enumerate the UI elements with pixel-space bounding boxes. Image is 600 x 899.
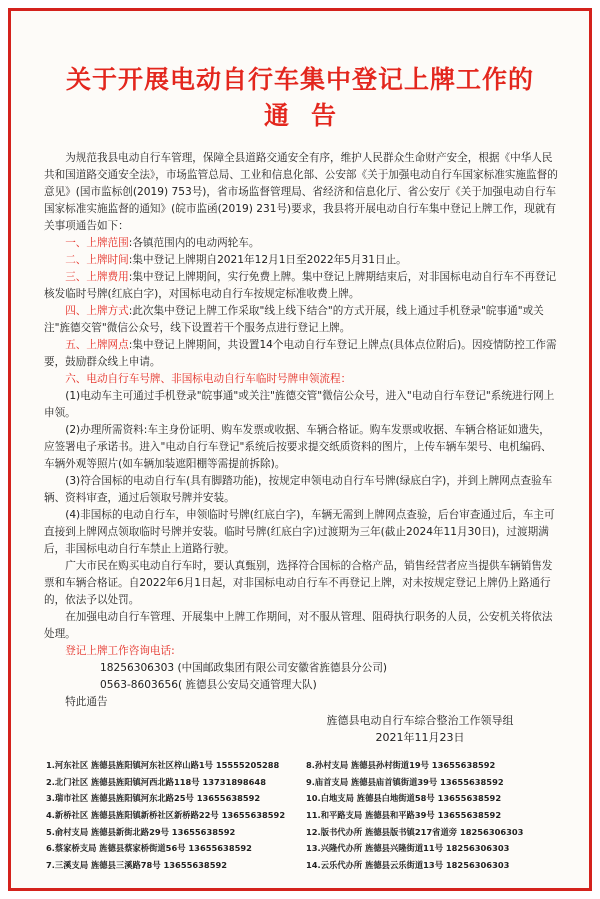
enforcement-paragraph: 在加强电动自行车管理、开展集中上牌工作期间，对不服从管理、阻碍执行职务的人员，公安机关将依法处理。 (44, 611, 553, 640)
contact-phone-1: 18256306303 (中国邮政集团有限公司安徽省旌德县分公司) (100, 662, 388, 674)
office-row (46, 774, 566, 791)
office-entry: 4.新桥社区 旌德县旌阳镇新桥社区新桥路22号 13655638592 (46, 810, 286, 821)
office-entry: 3.瑞市社区 旌德县旌阳镇河东北路25号 13655638592 (46, 793, 261, 804)
item-fee (44, 269, 558, 303)
office-entry: 10.白地支局 旌德县白地街道58号 13655638592 (306, 793, 502, 804)
notice-title-line1: 关于开展电动自行车集中登记上牌工作的 (65, 65, 534, 94)
notice-title-line2: 通告 (263, 101, 358, 130)
step-4: (4)非国标的电动自行车，申领临时号牌(红底白字)，车辆无需到上牌网点查验，后台审查通过后，车主可直接到上牌网点领取临时号牌并安装。临时号牌(红底白字)过渡期为三年(截止2024年11月30日)，过渡期满后，非国标电动自行车禁止上道路行驶。 (44, 509, 555, 555)
office-entry: 2.北门社区 旌德县旌阳镇河西北路118号 13731898648 (46, 776, 266, 787)
contact-title: 登记上牌工作咨询电话: (65, 645, 175, 657)
office-entry: 1.河东社区 旌德县旌阳镇河东社区梓山路1号 15555205288 (46, 760, 280, 770)
office-entry: 9.庙首支局 旌德县庙首镇街道39号 13655638592 (306, 776, 504, 787)
office-entry: 7.三溪支局 旌德县三溪路78号 13655638592 (46, 860, 228, 871)
item-method (44, 303, 558, 337)
office-entry: 6.蔡家桥支局 旌德县蔡家桥街道56号 13655638592 (46, 843, 252, 854)
item-label: 五、上牌网点 (65, 339, 129, 351)
item-text: :集中登记上牌期自2021年12月1日至2022年5月31日止。 (128, 254, 407, 266)
item-text: :集中登记上牌期间，共设置14个电动自行车登记上牌点(具体点位附后)。因疫情防控工作需要，鼓励群众线上申请。 (44, 339, 557, 368)
item-label: 四、上牌方式 (65, 305, 129, 317)
office-entry: 13.兴隆代办所 旌德县兴隆街道11号 18256306303 (306, 843, 510, 854)
step-1: (1)电动车主可通过手机登录"皖事通"或关注"旌德交管"微信公众号，进入"电动自行车登记"系统进行网上申领。 (44, 390, 555, 419)
office-entry: 14.云乐代办所 旌德县云乐街道13号 18256306303 (306, 860, 510, 871)
office-entry: 11.和平路支局 旌德县和平路39号 13655638592 (306, 810, 502, 821)
section6-title: 六、电动自行车号牌、非国标电动自行车临时号牌申领流程： (65, 373, 352, 385)
office-row (46, 807, 566, 824)
office-row (46, 757, 566, 774)
intro-paragraph: 为规范我县电动自行车管理，保障全县道路交通安全有序，维护人民群众生命财产安全，根据《中华人民共和国道路交通安全法》，市场监管总局、工业和信息化部、公安部《关于加强电动自行车国家标准实施监督的意见》(国市监标创(2019) 753号)，省市场监督管理局、省经济和信息化厅、省公安厅《关于加强电动自行车国家标准实施监督的通知》(皖市监函(2019) 231号)要求，我县将开展电动自行车集中登记上牌工作，现就有关事项通告如下： (44, 152, 558, 232)
item-text: :此次集中登记上牌工作采取"线上线下结合"的方式开展，线上通过手机登录"皖事通"或关注"旌德交管"微信公众号，线下设置若干个服务点进行登记上牌。 (44, 305, 544, 334)
item-locations (44, 337, 558, 371)
office-row (46, 857, 566, 874)
office-list (46, 757, 566, 874)
item-text: :各镇范围内的电动两轮车。 (128, 237, 260, 249)
office-row (46, 824, 566, 841)
office-entry: 8.孙村支局 旌德县孙村街道19号 13655638592 (306, 760, 496, 770)
step-3: (3)符合国标的电动自行车(具有脚踏功能)，按规定申领电动自行车号牌(绿底白字)，并到上牌网点查验车辆、资料审查，通过后领取号牌并安装。 (44, 475, 553, 504)
item-time (44, 252, 558, 269)
contact-phone-2: 0563-8603656( 旌德县公安局交通管理大队) (100, 679, 317, 691)
notice-body (44, 150, 558, 711)
signature-org: 旌德县电动自行车综合整治工作领导组 (326, 714, 514, 727)
signature-block (300, 712, 540, 746)
office-entry: 12.版书代办所 旌德县版书镇217省道旁 18256306303 (306, 826, 524, 837)
item-scope (44, 235, 558, 252)
item-label: 二、上牌时间 (65, 254, 129, 266)
item-text: :集中登记上牌期间，实行免费上牌。集中登记上牌期结束后，对非国标电动自行车不再登记核发临时号牌(红底白字)，对国标电动自行车按规定标准收费上牌。 (44, 271, 557, 300)
office-row (46, 790, 566, 807)
step-2: (2)办理所需资料:车主身份证明、购车发票或收据、车辆合格证。购车发票或收据、车辆合格证如遗失，应签署电子承诺书。进入"电动自行车登记"系统后按要求提交纸质资料的图片，上传车辆车架号、电机编码、车辆外观等照片(如车辆加装遮阳棚等需提前拆除)。 (44, 424, 552, 470)
office-row (46, 840, 566, 857)
item-label: 一、上牌范围 (65, 237, 129, 249)
office-entry: 5.俞村支局 旌德县新街北路29号 13655638592 (46, 826, 236, 837)
signature-date: 2021年11月23日 (375, 731, 465, 744)
purchase-paragraph: 广大市民在购买电动自行车时，要认真甄别，选择符合国标的合格产品，销售经营者应当提供车辆销售发票和车辆合格证。自2022年6月1日起，对非国标电动自行车不再登记上牌，对未按规定登记上牌仍上路通行的，依法予以处罚。 (44, 560, 553, 606)
item-label: 三、上牌费用 (65, 271, 129, 283)
closing-text: 特此通告 (65, 696, 108, 708)
